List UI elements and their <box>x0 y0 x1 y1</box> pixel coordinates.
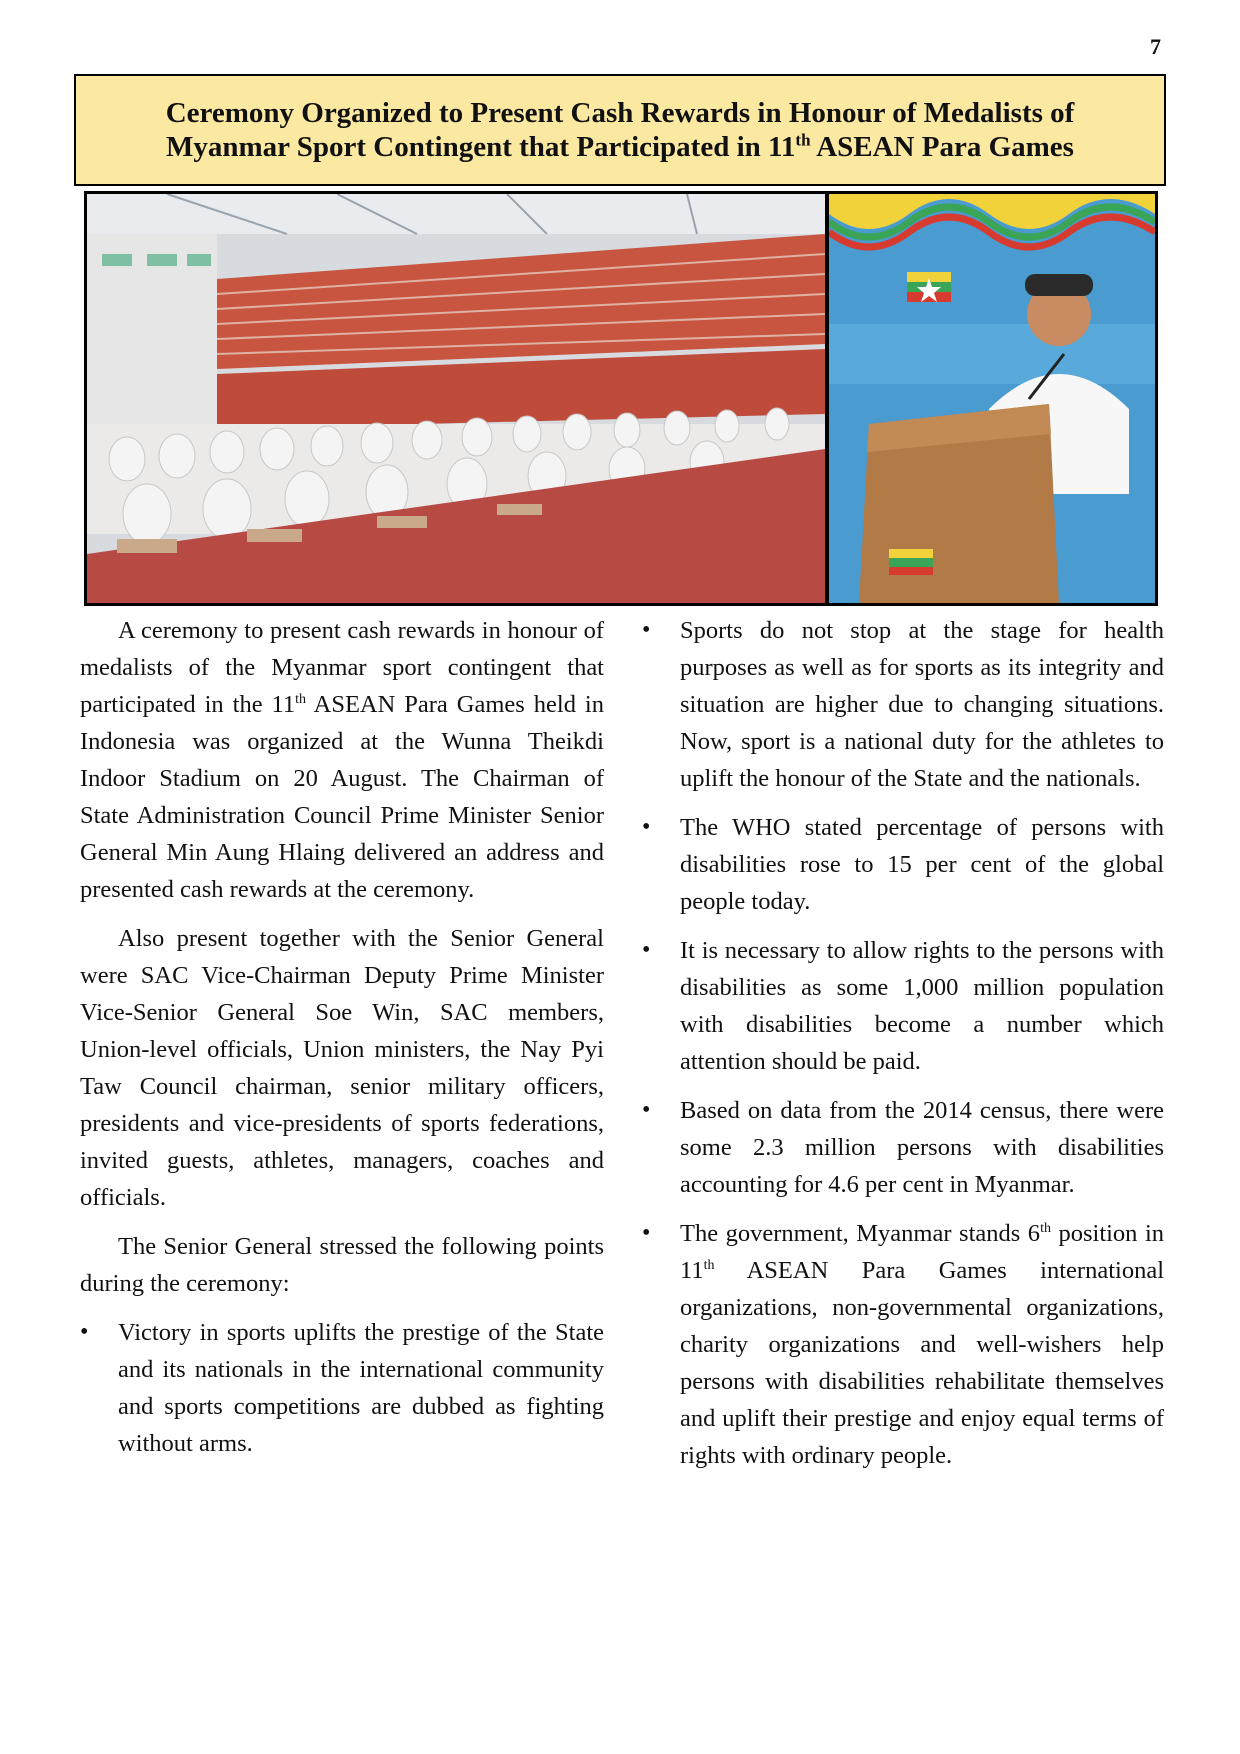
bullet-point: • It is necessary to allow rights to the persons with disabilities as some 1,000 million population with disabilities become a number which attention should be paid. <box>642 932 1164 1080</box>
bullet-point: • The government, Myanmar stands 6th position in 11th ASEAN Para Games international organizations, non-governmental organizations, charity organizations and well-wishers help persons with disabilities rehabilitate themselves and uplift their prestige and enjoy equal terms of rights with ordinary people. <box>642 1215 1164 1474</box>
speaker-at-podium-photo <box>829 194 1155 603</box>
right-column <box>642 612 1164 1486</box>
title-line-2: Myanmar Sport Contingent that Participated in 11th ASEAN Para Games <box>166 130 1074 163</box>
bullet-list-right <box>642 612 1164 1474</box>
bullet-point: • The WHO stated percentage of persons with disabilities rose to 15 per cent of the global people today. <box>642 809 1164 920</box>
title-line-1: Ceremony Organized to Present Cash Rewards in Honour of Medalists of <box>165 97 1075 129</box>
bullet-point: • Victory in sports uplifts the prestige of the State and its nationals in the international community and sports competitions are dubbed as fighting without arms. <box>80 1314 604 1462</box>
article-title-box <box>74 74 1166 186</box>
paragraph-points-intro: The Senior General stressed the following points during the ceremony: <box>80 1233 604 1297</box>
paragraph-attendees: Also present together with the Senior General were SAC Vice-Chairman Deputy Prime Minister Vice-Senior General Soe Win, SAC members, Union-level officials, Union ministers, the Nay Pyi Taw Council chairman, senior military officers, presidents and vice-presidents of sports federations, invited guests, athletes, managers, coaches and officials. <box>80 925 604 1211</box>
bullet-point: • Based on data from the 2014 census, there were some 2.3 million persons with disabilities accounting for 4.6 per cent in Myanmar. <box>642 1092 1164 1203</box>
paragraph-ceremony: A ceremony to present cash rewards in honour of medalists of the Myanmar sport contingent that participated in the 11th ASEAN Para Games held in Indonesia was organized at the Wunna Theikdi Indoor Stadium on 20 August. The Chairman of State Administration Council Prime Minister Senior General Min Aung Hlaing delivered an address and presented cash rewards at the ceremony. <box>80 617 604 903</box>
photo-strip <box>84 191 1158 606</box>
left-column <box>80 612 604 1474</box>
bullet-point: • Sports do not stop at the stage for health purposes as well as for sports as its integrity and situation are higher due to changing situations. Now, sport is a national duty for the athletes to uplift the honour of the State and the nationals. <box>642 612 1164 797</box>
page-number: 7 <box>1150 34 1161 59</box>
bullet-list-left <box>80 1314 604 1462</box>
ceremony-audience-photo <box>87 194 825 603</box>
